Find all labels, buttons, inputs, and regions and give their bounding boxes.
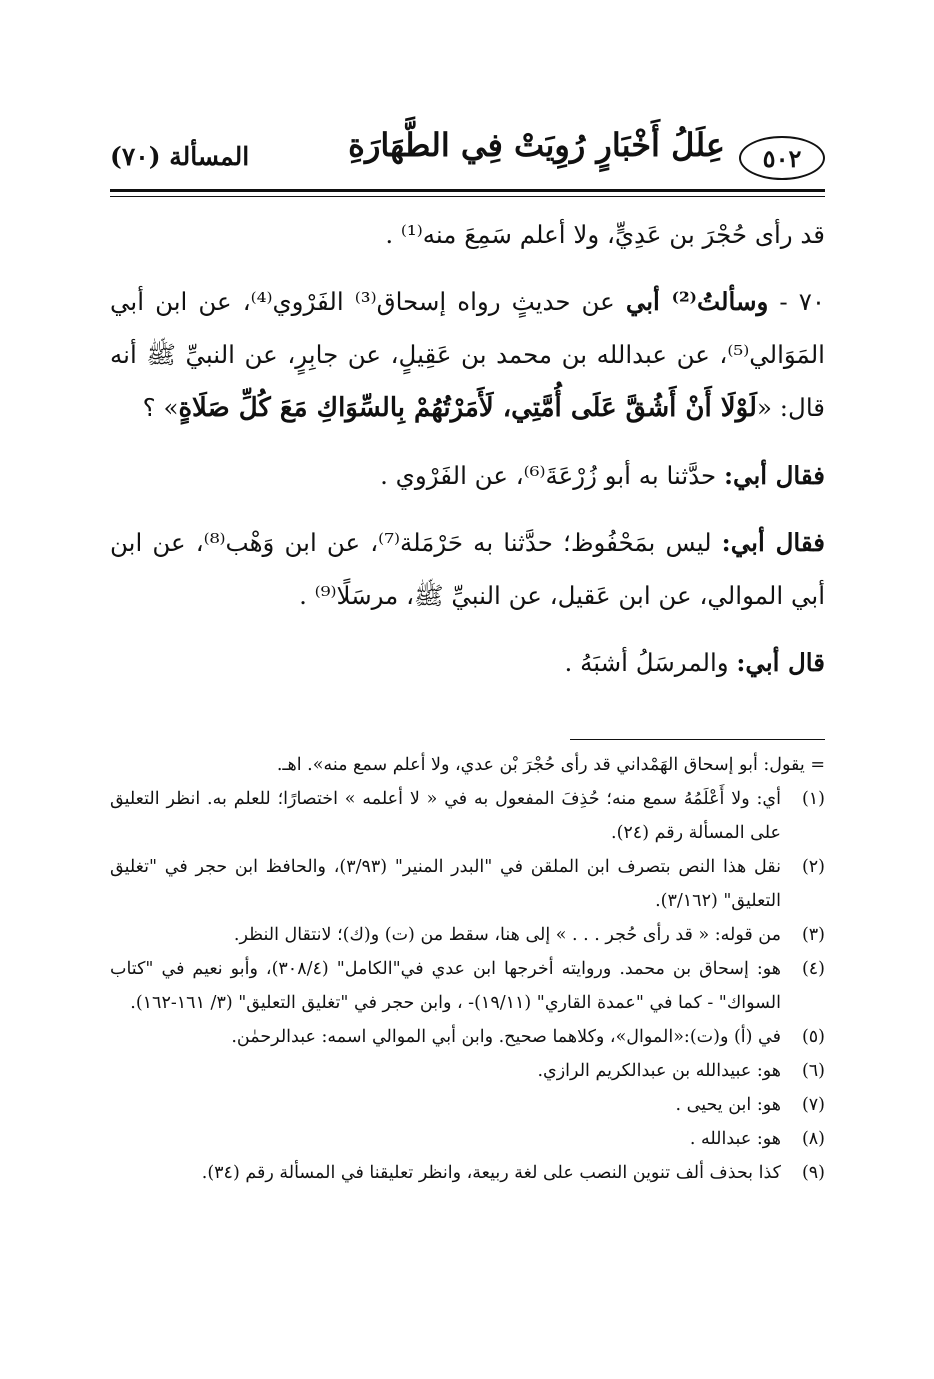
footnote-item [110,1054,825,1088]
footnote-item [110,952,825,1020]
footnote-text: من قوله: « قد رأى حُجر . . . » إلى هنا، سقط من (ت) و(ك)؛ لانتقال النظر. [233,925,781,945]
footnote-number: (٨) [801,1129,825,1149]
page-header [110,118,825,184]
answer-3-text: والمرسَلُ أشبَهُ . [564,648,737,677]
footnote-text: في (أ) و(ت):«الموال»، وكلاهما صحيح. وابن أبي الموالي اسمه: عبدالرحمٰن. [231,1027,781,1047]
footnote-number: (٥) [801,1027,825,1047]
page-number-badge [739,136,825,180]
footnote-text: هو: عبيدالله بن عبدالكريم الرازي. [537,1061,781,1081]
footnote-text: أي: ولا أَعْلَمُهُ سمع منه؛ حُذِفَ المفعول به في « لا أعلمه » اختصارًا؛ للعلم به. انظر التعليق على المسألة رقم (٢٤). [110,789,781,843]
footnote-item [110,782,825,850]
question-lead: وسألتُ⁽²⁾ أبي [625,287,769,316]
header-rule-thick [110,189,825,192]
footnote-number: (٢) [801,857,825,877]
footnote-item [110,850,825,918]
footnote-item [110,918,825,952]
paragraph-answer-1 [110,449,825,502]
page-number: ٥٠٢ [762,143,802,173]
footnote-item [110,1020,825,1054]
footnote-number: (٤) [801,959,825,979]
issue-label: المسألة (٧٠) [110,142,250,171]
footnote-item [110,1156,825,1190]
book-title: عِلَلُ أَخْبَارٍ رُوِيَتْ فِي الطَّهَارَةِ [348,126,725,164]
footnote-continuation: = يقول: أبو إسحاق الهَمْداني قد رأى حُجْرَ بْن عدي، ولا أعلم سمع منه». اهـ. [276,755,825,775]
footnote-number: (١) [801,789,825,809]
footnote-text: هو: عبدالله . [689,1129,781,1149]
footnote-text: نقل هذا النص بتصرف ابن الملقن في "البدر المنير" (٣/٩٣)، والحافظ ابن حجر في "تغليق التعليق" (٣/١٦٢). [110,857,781,911]
paragraph-continuation: قد رأى حُجْرَ بن عَدِيٍّ، ولا أعلم سَمِعَ منه⁽¹⁾ . [385,220,825,249]
question-number: ٧٠ - [768,287,826,316]
question-end: » ؟ [142,393,179,422]
answer-1-text: حدَّثنا به أبو زُرْعَةَ⁽⁶⁾، عن الفَرْوي . [380,461,724,490]
answer-1-lead: فقال أبي: [724,461,825,490]
header-rule-thin [110,196,825,197]
main-text [110,208,825,703]
paragraph-answer-3 [110,636,825,689]
footnote-separator [570,739,825,740]
footnote-item [110,1088,825,1122]
question-text: عن حديثٍ رواه إسحاق⁽³⁾ الفَرْوي⁽⁴⁾، عن ابن أبي المَوَالي⁽⁵⁾، عن عبدالله بن محمد بن عَقِيلٍ، عن جابِرٍ، عن النبيِّ ﷺ أنه قال: « [110,287,825,422]
footnote-text: هو: ابن يحيى . [675,1095,781,1115]
answer-3-lead: قال أبي: [736,648,825,677]
paragraph-answer-2 [110,516,825,622]
answer-2-text: ليس بمَحْفُوظ؛ حدَّثنا به حَرْمَلة⁽⁷⁾، عن ابن وَهْب⁽⁸⁾، عن ابن أبي الموالي، عن ابن عَقيل، عن النبيِّ ﷺ، مرسَلًا⁽⁹⁾ . [110,528,825,610]
footnote-text: كذا بحذف ألف تنوين النصب على لغة ربيعة، وانظر تعليقنا في المسألة رقم (٣٤). [201,1163,781,1183]
footnote-number: (٧) [801,1095,825,1115]
footnotes [110,748,825,1190]
footnote-text: هو: إسحاق بن محمد. وروايته أخرجها ابن عدي في"الكامل" (٣٠٨/٤)، وأبو نعيم في "كتاب السواك" - كما في "عمدة القاري" (١٩/١١)- ، وابن حجر في "تغليق التعليق" (٣/ ١٦١-١٦٢). [110,959,781,1013]
footnote-number: (٣) [801,925,825,945]
paragraph-question [110,275,825,435]
answer-2-lead: فقال أبي: [721,528,825,557]
footnote-number: (٦) [801,1061,825,1081]
footnote-number: (٩) [801,1163,825,1183]
hadith-quote: لَوْلَا أَنْ أَشُقَّ عَلَى أُمَّتِي، لَأَمَرْتُهُمْ بِالسِّوَاكِ مَعَ كُلِّ صَلَاةٍ [178,393,757,423]
footnote-item [110,1122,825,1156]
